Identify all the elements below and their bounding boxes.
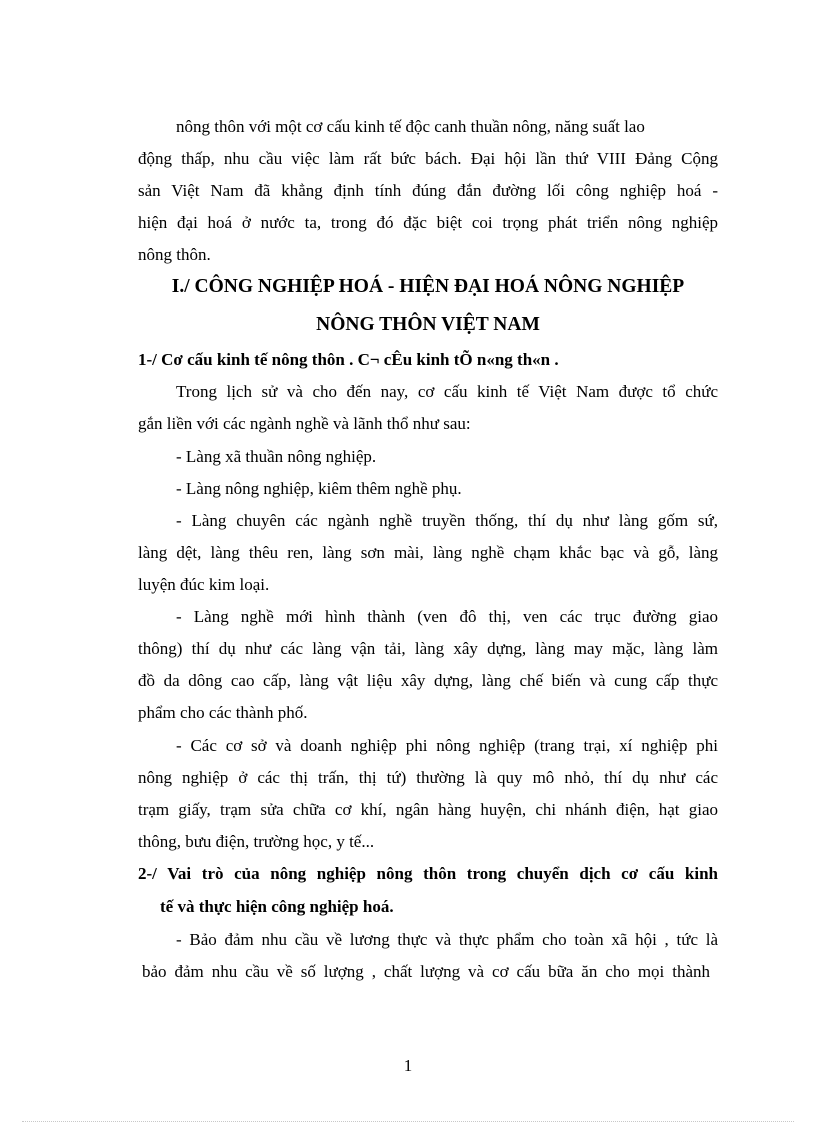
section-2-p1-line-2: bảo đảm nhu cầu về số lượng , chất lượng và cơ cấu bữa ăn cho mọi thành <box>142 962 710 981</box>
section-1-p1-line-2: gắn liền với các ngành nghề và lãnh thổ như sau: <box>138 414 471 433</box>
section-2-title-line-2: tế và thực hiện công nghiệp hoá. <box>160 897 394 916</box>
section-1-item-4-line-2: thông) thí dụ như các làng vận tải, làng xây dựng, làng may mặc, làng làm <box>138 639 718 658</box>
page-bottom-divider <box>22 1121 794 1122</box>
heading-1-line-2: NÔNG THÔN VIỆT NAM <box>316 314 540 335</box>
section-1-item-3-line-3: luyện đúc kim loại. <box>138 575 270 594</box>
section-2-p1-line-1: - Bảo đảm nhu cầu về lương thực và thực phẩm cho toàn xã hội , tức là <box>176 930 718 949</box>
section-1-item-4-line-1: - Làng nghề mới hình thành (ven đô thị, ven các trục đường giao <box>176 607 718 626</box>
section-2-title-line-1: 2-/ Vai trò của nông nghiệp nông thôn trong chuyển dịch cơ cấu kinh <box>138 864 718 883</box>
section-1-item-1: - Làng xã thuần nông nghiệp. <box>176 447 377 466</box>
section-1-item-5-line-3: trạm giấy, trạm sửa chữa cơ khí, ngân hàng huyện, chi nhánh điện, hạt giao <box>138 800 718 819</box>
section-1-item-4-line-3: đồ da dông cao cấp, làng vật liệu xây dựng, làng chế biến và cung cấp thực <box>138 671 718 690</box>
section-1-item-3-line-2: làng dệt, làng thêu ren, làng sơn mài, làng nghề chạm khắc bạc và gỗ, làng <box>138 543 718 562</box>
heading-1-line-1: I./ CÔNG NGHIỆP HOÁ - HIỆN ĐẠI HOÁ NÔNG NGHIỆP <box>171 276 685 297</box>
section-1-title: 1-/ Cơ cấu kinh tế nông thôn . C¬ cÊu kinh tÕ n«ng th«n . <box>138 350 559 369</box>
section-1-item-5-line-4: thông, bưu điện, trường học, y tế... <box>138 832 375 851</box>
section-1-item-5-line-1: - Các cơ sở và doanh nghiệp phi nông nghiệp (trang trại, xí nghiệp phi <box>176 736 718 755</box>
page-number: 1 <box>403 1056 413 1075</box>
intro-line-5: nông thôn. <box>138 245 211 264</box>
intro-line-2: động thấp, nhu cầu việc làm rất bức bách. Đại hội lần thứ VIII Đảng Cộng <box>138 149 718 168</box>
intro-line-4: hiện đại hoá ở nước ta, trong đó đặc biệt coi trọng phát triển nông nghiệp <box>138 213 718 232</box>
section-1-p1-line-1: Trong lịch sử và cho đến nay, cơ cấu kinh tế Việt Nam được tổ chức <box>176 382 718 401</box>
intro-line-3: sản Việt Nam đã khẳng định tính đúng đắn đường lối công nghiệp hoá - <box>138 181 718 200</box>
intro-line-1: nông thôn với một cơ cấu kinh tế độc canh thuần nông, năng suất lao <box>176 117 645 136</box>
section-1-item-4-line-4: phẩm cho các thành phố. <box>138 703 308 722</box>
section-1-item-5-line-2: nông nghiệp ở các thị trấn, thị tứ) thường là quy mô nhỏ, thí dụ như các <box>138 768 718 787</box>
section-1-item-3-line-1: - Làng chuyên các ngành nghề truyền thống, thí dụ như làng gốm sứ, <box>176 511 718 530</box>
section-1-item-2: - Làng nông nghiệp, kiêm thêm nghề phụ. <box>176 479 462 498</box>
